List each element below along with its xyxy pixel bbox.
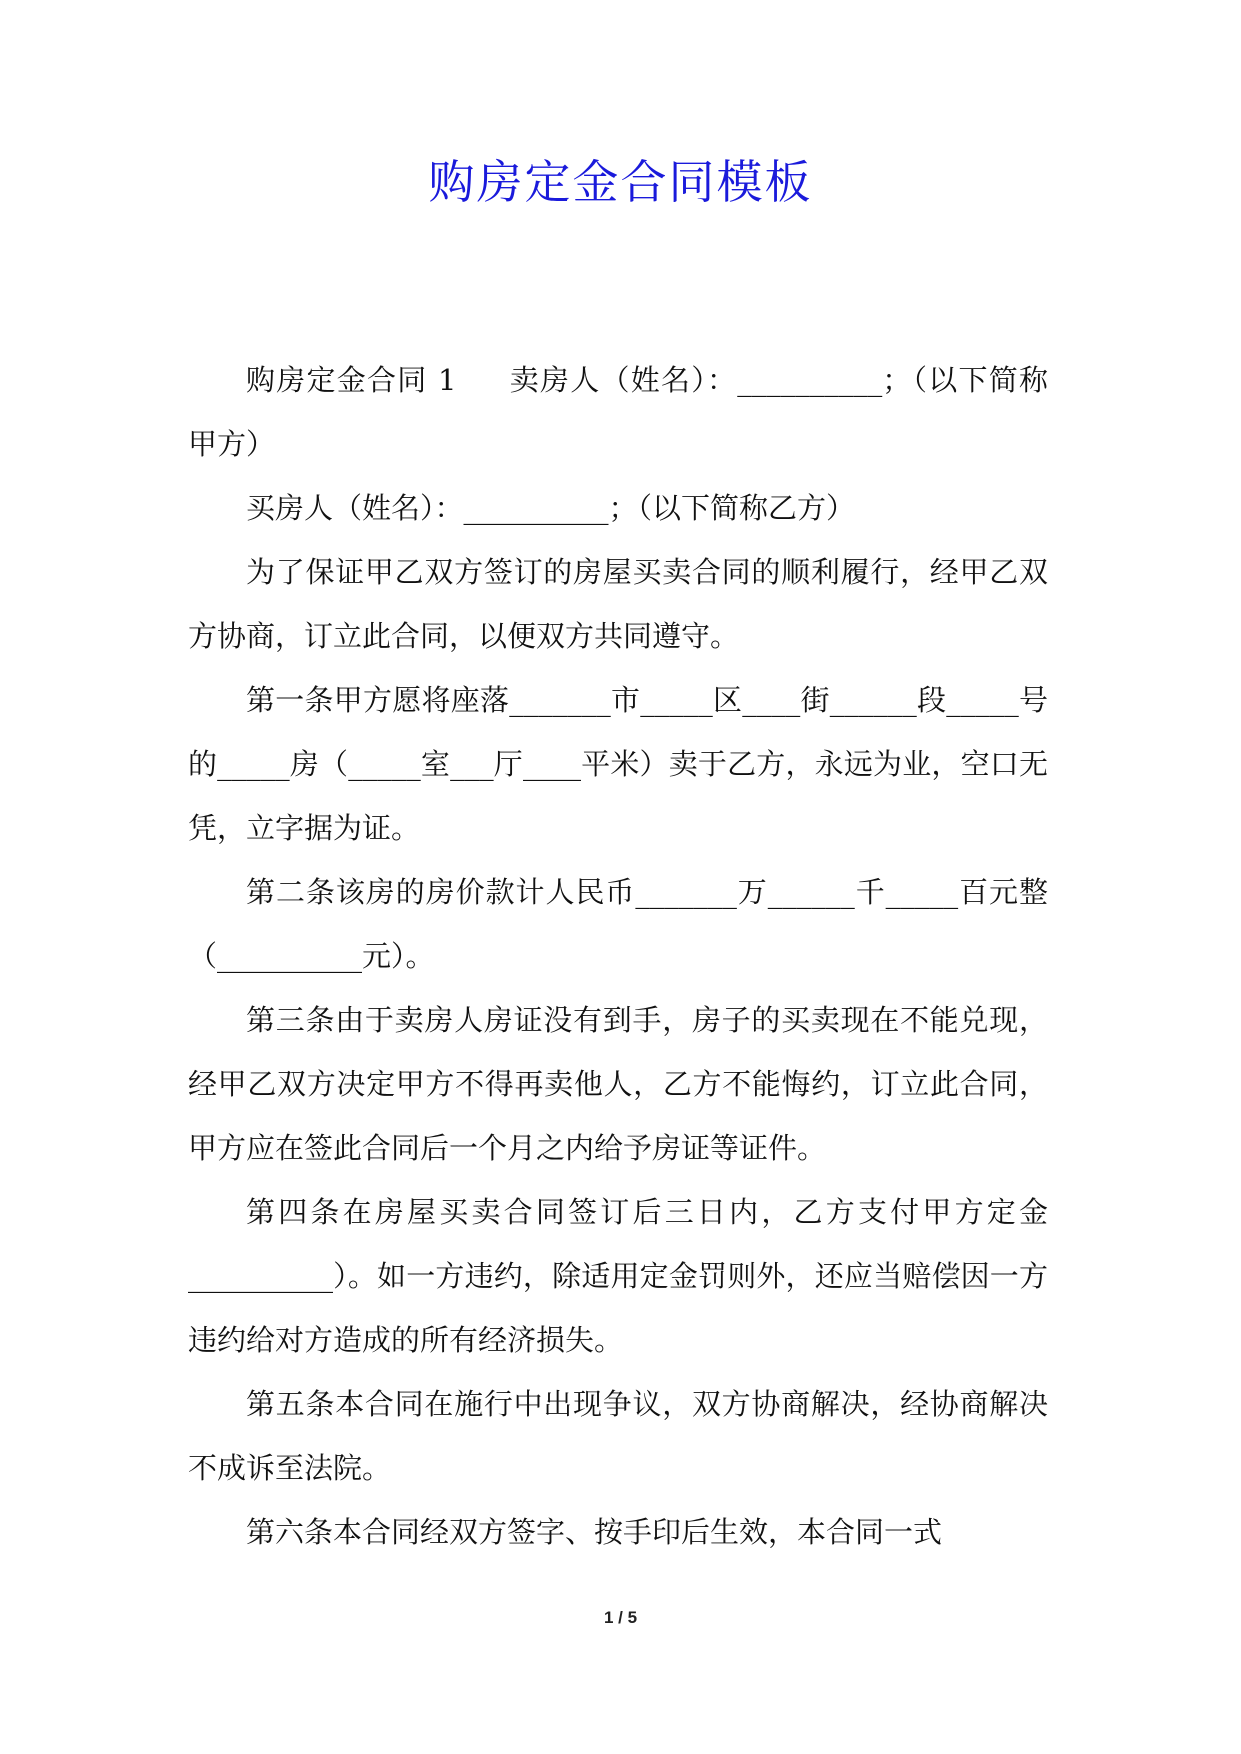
paragraph-article-2: 第二条该房的房价款计人民币_______万______千_____百元整（__________元）。 bbox=[188, 875, 1048, 973]
paragraph-seller bbox=[188, 348, 1048, 476]
document-title: 购房定金合同模板 bbox=[428, 155, 813, 209]
seller-line: 卖房人（姓名）：__________；（以下简称甲方） bbox=[188, 363, 1048, 461]
paragraph-article-3: 第三条由于卖房人房证没有到手，房子的买卖现在不能兑现，经甲乙双方决定甲方不得再卖他人，乙方不能悔约，订立此合同，甲方应在签此合同后一个月之内给予房证等证件。 bbox=[188, 1003, 1048, 1165]
contract-heading: 购房定金合同 1 bbox=[246, 363, 457, 397]
paragraph-article-1: 第一条甲方愿将座落_______市_____区____街______段_____号的_____房（_____室___厅____平米）卖于乙方，永远为业，空口无凭，立字据为证。 bbox=[188, 683, 1048, 845]
paragraph-article-6: 第六条本合同经双方签字、按手印后生效，本合同一式 bbox=[246, 1515, 943, 1549]
document-body bbox=[188, 348, 1048, 1564]
page-number: 1 / 5 bbox=[603, 1608, 638, 1627]
paragraph-buyer: 买房人（姓名）：__________；（以下简称乙方） bbox=[246, 491, 856, 525]
paragraph-article-5: 第五条本合同在施行中出现争议，双方协商解决，经协商解决不成诉至法院。 bbox=[188, 1387, 1048, 1485]
paragraph-purpose: 为了保证甲乙双方签订的房屋买卖合同的顺利履行，经甲乙双方协商，订立此合同，以便双方共同遵守。 bbox=[188, 555, 1048, 653]
paragraph-article-4: 第四条在房屋买卖合同签订后三日内，乙方支付甲方定金__________）。如一方违约，除适用定金罚则外，还应当赔偿因一方违约给对方造成的所有经济损失。 bbox=[188, 1195, 1048, 1357]
